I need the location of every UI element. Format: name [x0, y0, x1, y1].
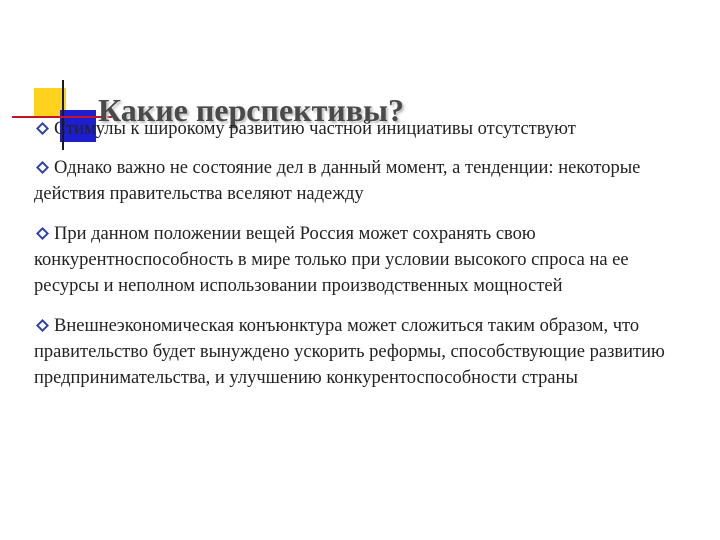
bullet-text: Внешнеэкономическая конъюнктура может сложиться таким образом, что правительство будет вынуждено ускорить реформы, способствующие развитию предпринимательства, и улучшению конкурентоспособности страны	[34, 316, 665, 388]
bullet-item	[34, 221, 694, 299]
diamond-bullet-icon	[36, 227, 49, 240]
diamond-bullet-icon	[36, 161, 49, 174]
diamond-bullet-icon	[36, 122, 49, 135]
bullet-item	[34, 155, 694, 207]
bullet-item	[34, 116, 694, 142]
bullet-text: Стимулы к широкому развитию частной инициативы отсутствуют	[54, 119, 576, 139]
bullet-text: При данном положении вещей Россия может сохранять свою конкурентноспособность в мире только при условии высокого спроса на ее ресурсы и неполном использовании производственных мощностей	[34, 224, 629, 296]
bullet-text: Однако важно не состояние дел в данный момент, а тенденции: некоторые действия правительства вселяют надежду	[34, 158, 641, 204]
slide-title: Какие перспективы?	[98, 92, 404, 128]
bullet-item	[34, 313, 694, 391]
bullet-list	[34, 116, 694, 405]
diamond-bullet-icon	[36, 319, 49, 332]
